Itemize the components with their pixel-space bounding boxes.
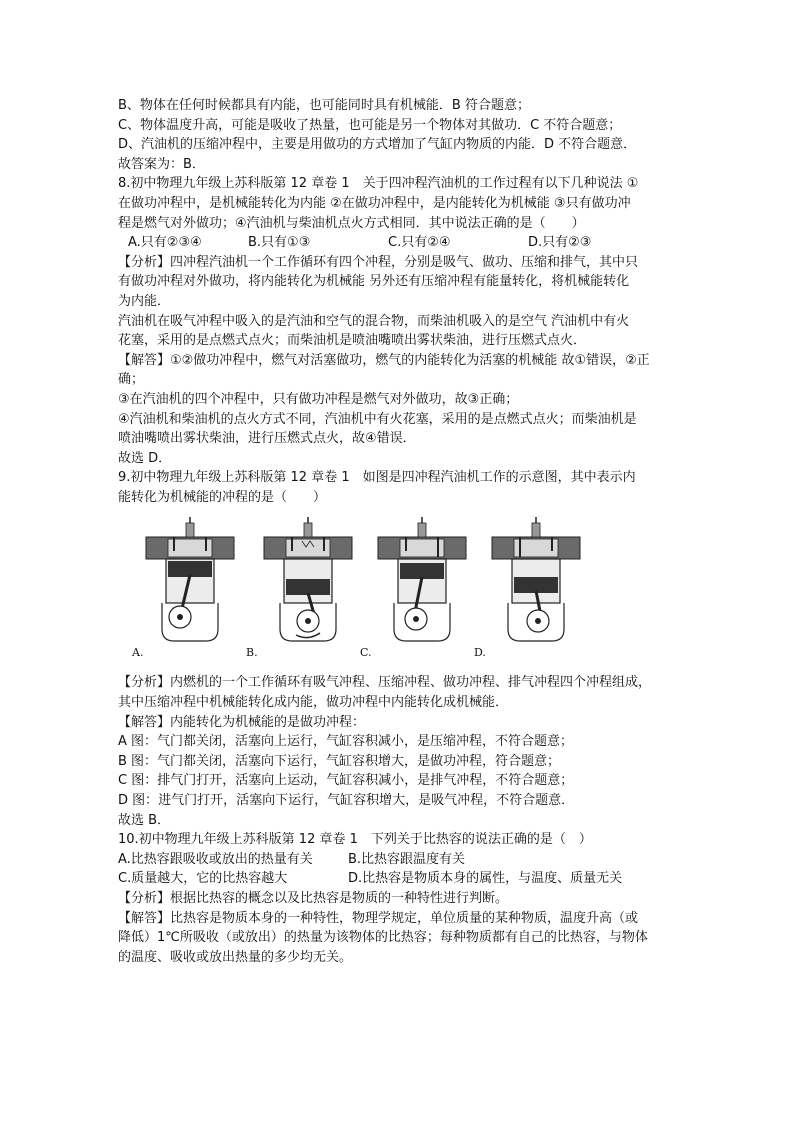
text-line: C、物体温度升高，可能是吸收了热量，也可能是另一个物体对其做功．C 不符合题意； bbox=[118, 117, 622, 133]
engine-figure bbox=[118, 517, 678, 667]
option-b: B.只有①③ bbox=[248, 235, 311, 251]
question-stem: 能转化为机械能的冲程的是（ ） bbox=[118, 489, 327, 505]
engine-diagram-a bbox=[140, 517, 240, 649]
answer-line: 喷油嘴喷出雾状柴油，进行压燃式点火，故④错误． bbox=[118, 431, 416, 447]
engine-diagram-b bbox=[258, 517, 358, 649]
answer-line: A 图：气门都关闭，活塞向上运行，气缸容积减小，是压缩冲程，不符合题意； bbox=[118, 734, 574, 750]
answer-line: 【解答】①②做功冲程中，燃气对活塞做功，燃气的内能转化为活塞的机械能 故①错误，②正 bbox=[118, 352, 650, 368]
question-stem: 10.初中物理九年级上苏科版第 12 章卷 1 下列关于比热容的说法正确的是（ ） bbox=[118, 832, 592, 848]
answer-line: 的温度、吸收或放出热量的多少均无关。 bbox=[118, 949, 353, 965]
question-10 bbox=[118, 830, 678, 967]
option-a: A.只有②③④ bbox=[128, 235, 202, 251]
question-stem: 在做功冲程中，是机械能转化为内能 ②在做功冲程中，是内能转化为机械能 ③只有做功冲 bbox=[118, 195, 631, 211]
figure-label-c: C. bbox=[360, 646, 372, 660]
answer-line: 确； bbox=[118, 372, 145, 388]
engine-diagram-d bbox=[486, 517, 586, 649]
answer-line: 故选 D． bbox=[118, 450, 172, 466]
answer-line: C 图：排气门打开，活塞向上运动，气缸容积减小，是排气冲程，不符合题意； bbox=[118, 773, 574, 789]
analysis-line: 为内能． bbox=[118, 293, 171, 309]
option-c: C.质量越大，它的比热容越大 bbox=[118, 871, 288, 887]
text-line: 故答案为：B． bbox=[118, 156, 205, 172]
analysis-line: 【分析】根据比热容的概念以及比热容是物质的一种特性进行判断。 bbox=[118, 891, 509, 906]
option-a: A.比热容跟吸收或放出的热量有关 bbox=[118, 851, 313, 867]
option-b: B.比热容跟温度有关 bbox=[348, 851, 466, 867]
question-8 bbox=[118, 174, 678, 468]
question-stem: 8.初中物理九年级上苏科版第 12 章卷 1 关于四冲程汽油机的工作过程有以下几种说法 ① bbox=[118, 176, 639, 192]
question-stem: 9.初中物理九年级上苏科版第 12 章卷 1 如图是四冲程汽油机工作的示意图，其中表示内 bbox=[118, 470, 636, 486]
text-line: D、汽油机的压缩冲程中，主要是用做功的方式增加了气缸内物质的内能．D 不符合题意． bbox=[118, 137, 637, 153]
analysis-line: 花塞，采用的是点燃式点火；而柴油机是喷油嘴喷出雾状柴油，进行压燃式点火． bbox=[118, 333, 587, 349]
analysis-line: 有做功冲程对外做功，将内能转化为机械能 另外还有压缩冲程有能量转化，将机械能转化 bbox=[118, 274, 630, 290]
figure-label-b: B. bbox=[246, 646, 258, 660]
figure-label-a: A. bbox=[132, 646, 144, 660]
analysis-line: 汽油机在吸气冲程中吸入的是汽油和空气的混合物，而柴油机吸入的是空气 汽油机中有火 bbox=[118, 313, 630, 329]
option-d: D.只有②③ bbox=[528, 235, 592, 251]
answer-line: 【解答】内能转化为机械能的是做功冲程： bbox=[118, 714, 366, 730]
answer-line: 降低）1℃所吸收（或放出）的热量为该物体的比热容；每种物质都有自己的比热容，与物体 bbox=[118, 930, 648, 946]
answer-line: B 图：气门都关闭，活塞向下运行，气缸容积增大，是做功冲程，符合题意； bbox=[118, 753, 561, 769]
answer-options bbox=[118, 869, 678, 889]
answer-line: 【解答】比热容是物质本身的一种特性，物理学规定，单位质量的某种物质，温度升高（或 bbox=[118, 910, 639, 926]
question-stem: 程是燃气对外做功；④汽油机与柴油机点火方式相同．其中说法正确的是（ ） bbox=[118, 215, 585, 231]
answer-options bbox=[118, 850, 678, 870]
analysis-line: 【分析】内燃机的一个工作循环有吸气冲程、压缩冲程、做功冲程、排气冲程四个冲程组成， bbox=[118, 675, 652, 691]
answer-line: ③在汽油机的四个冲程中，只有做功冲程是燃气对外做功，故③正确； bbox=[118, 391, 519, 407]
engine-diagram-c bbox=[372, 517, 472, 649]
option-d: D.比热容是物质本身的属性，与温度、质量无关 bbox=[348, 871, 623, 887]
question-9 bbox=[118, 468, 678, 830]
answer-line: 故选 B． bbox=[118, 812, 171, 828]
answer-options bbox=[118, 233, 678, 253]
text-line: B、物体在任何时候都具有内能，也可能同时具有机械能．B 符合题意； bbox=[118, 98, 530, 113]
answer-line: ④汽油机和柴油机的点火方式不同，汽油机中有火花塞，采用的是点燃式点火；而柴油机是 bbox=[118, 411, 637, 427]
document-content bbox=[118, 96, 678, 967]
option-c: C.只有②④ bbox=[388, 235, 451, 251]
figure-label-d: D. bbox=[474, 646, 486, 660]
analysis-line: 其中压缩冲程中机械能转化成内能，做功冲程中内能转化成机械能． bbox=[118, 695, 509, 711]
answer-line: D 图：进气门打开，活塞向下运行，气缸容积增大，是吸气冲程，不符合题意． bbox=[118, 793, 575, 809]
analysis-line: 【分析】四冲程汽油机一个工作循环有四个冲程，分别是吸气、做功、压缩和排气，其中只 bbox=[118, 254, 639, 270]
